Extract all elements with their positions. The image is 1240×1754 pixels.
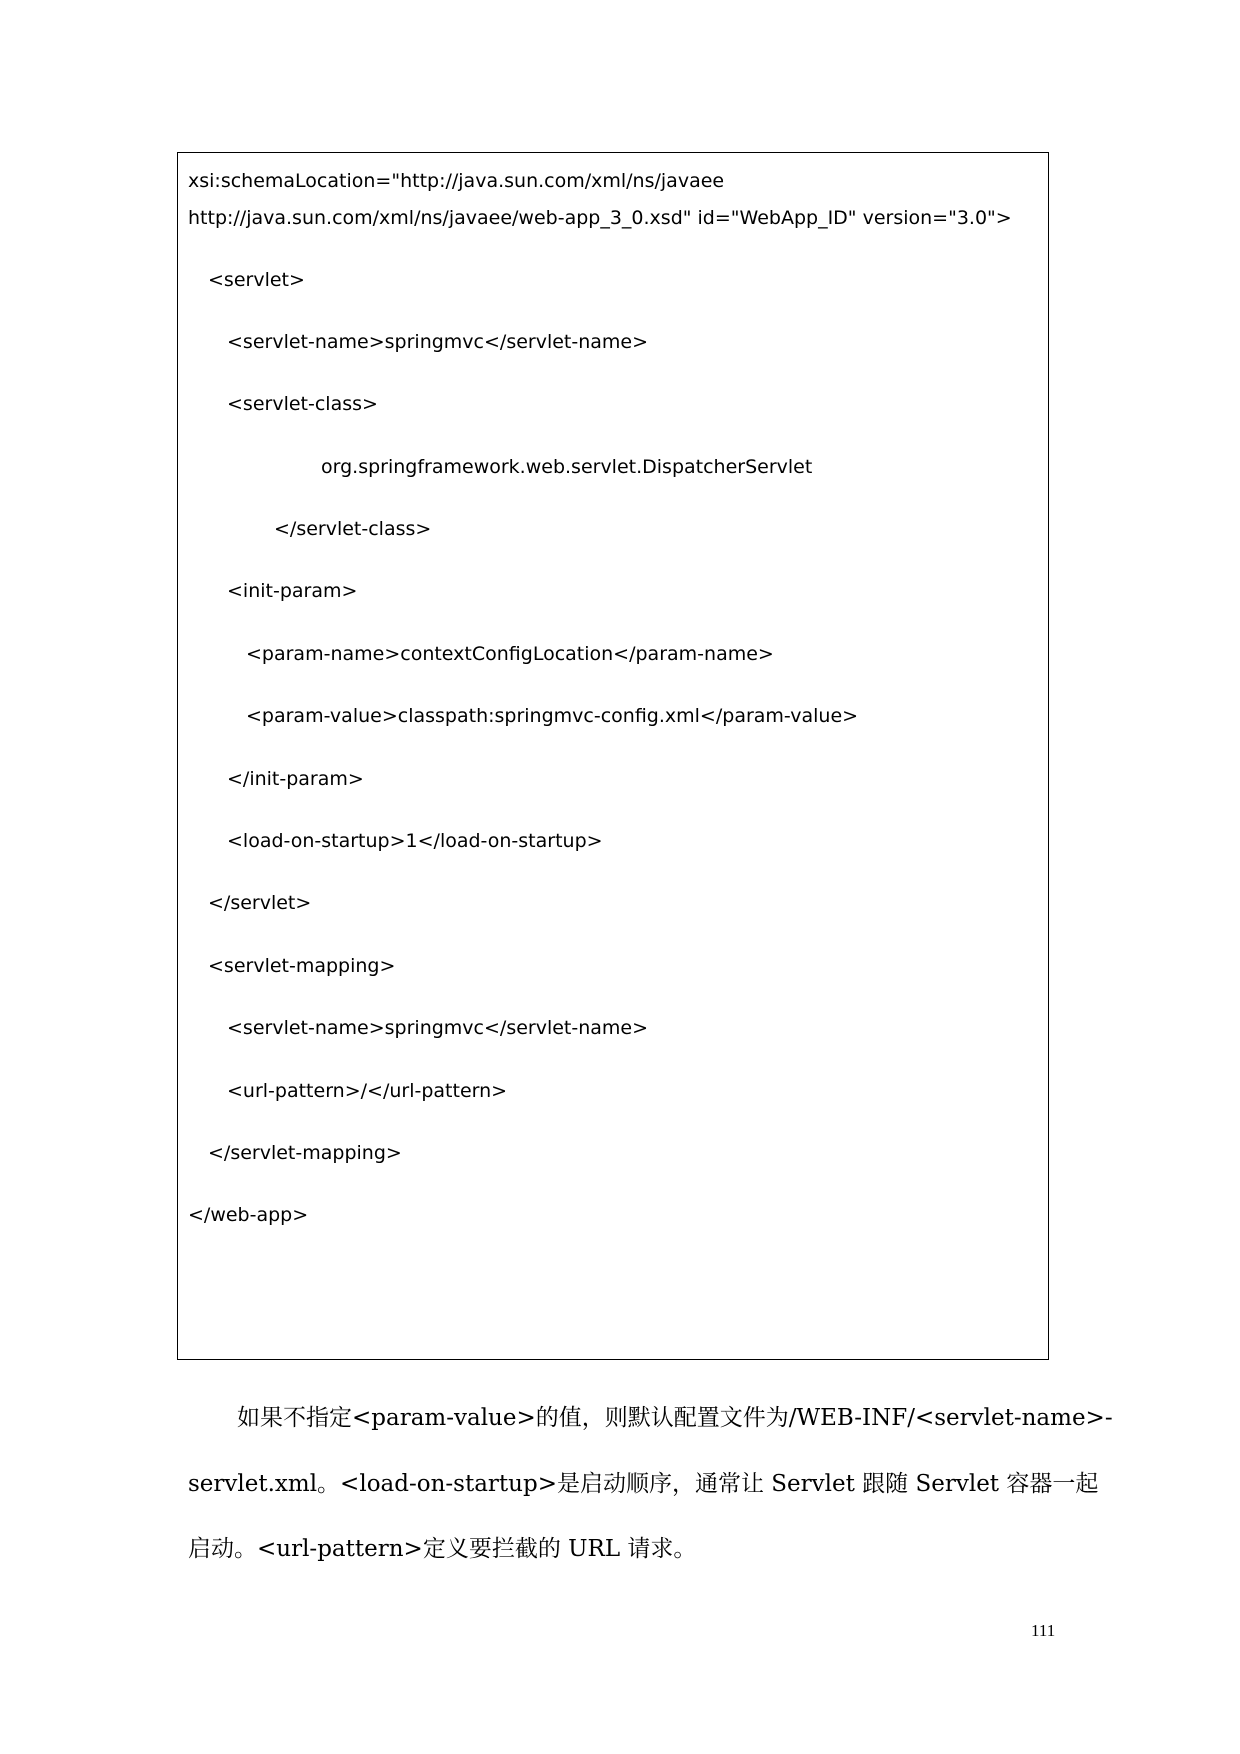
code-line: <servlet> [208,269,305,291]
code-line: <load-on-startup>1</load-on-startup> [227,830,603,852]
body-paragraph-line: 启动。<url-pattern>定义要拦截的 URL 请求。 [188,1536,697,1562]
code-line: org.springframework.web.servlet.DispatcherServlet [321,456,813,478]
code-line: <servlet-mapping> [208,955,396,977]
code-line: </servlet-class> [274,518,432,540]
code-line: xsi:schemaLocation="http://java.sun.com/xml/ns/javaee [188,170,725,192]
page-number: 111 [1031,1621,1056,1640]
body-paragraph-line: servlet.xml。<load-on-startup>是启动顺序，通常让 Servlet 跟随 Servlet 容器一起 [188,1471,1099,1497]
code-line: <servlet-class> [227,393,378,415]
body-paragraph-line: 如果不指定<param-value>的值，则默认配置文件为/WEB-INF/<servlet-name>- [237,1405,1113,1431]
code-line: <param-value>classpath:springmvc-config.xml</param-value> [246,705,859,727]
code-line: <servlet-name>springmvc</servlet-name> [227,1017,649,1039]
code-line: </servlet-mapping> [208,1142,402,1164]
code-listing-box [177,152,1049,1360]
code-line: <init-param> [227,580,358,602]
code-line: <url-pattern>/</url-pattern> [227,1080,508,1102]
code-line: <param-name>contextConfigLocation</param-name> [246,643,774,665]
code-line: <servlet-name>springmvc</servlet-name> [227,331,649,353]
code-line: </init-param> [227,768,364,790]
code-line: http://java.sun.com/xml/ns/javaee/web-app_3_0.xsd" id="WebApp_ID" version="3.0"> [188,207,1012,229]
code-line: </web-app> [188,1204,309,1226]
code-line: </servlet> [208,892,312,914]
